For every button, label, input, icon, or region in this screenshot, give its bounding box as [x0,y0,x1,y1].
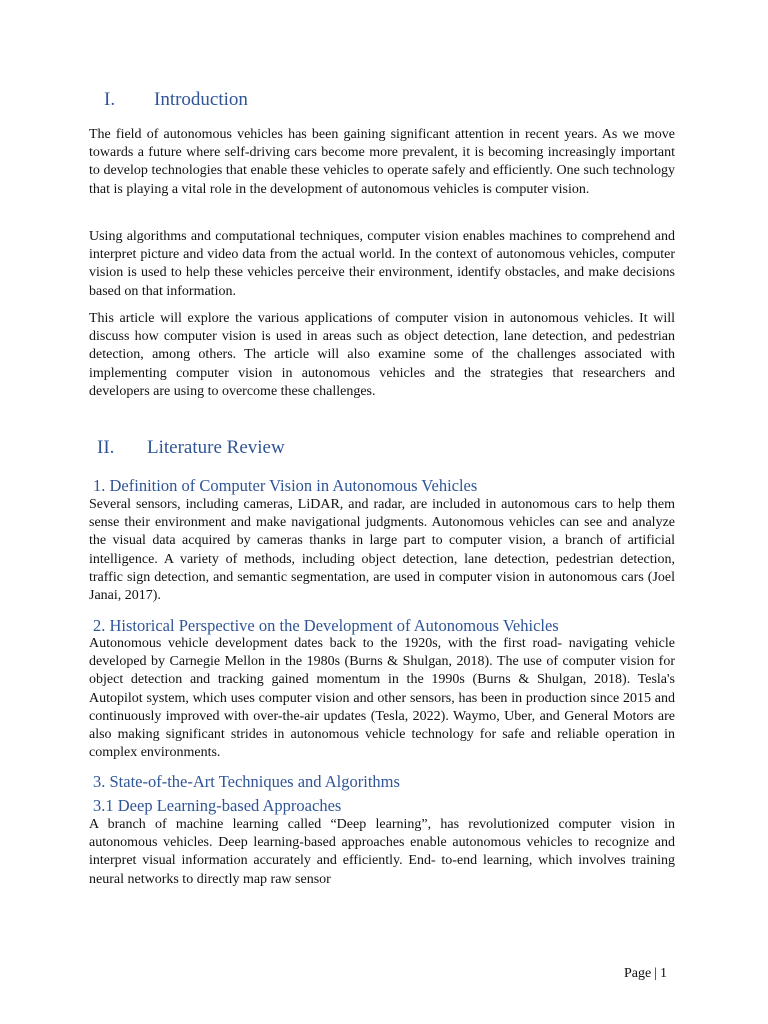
paragraph: Several sensors, including cameras, LiDAR, and radar, are included in autonomous cars to help them sense their environment and make navigational judgments. Autonomous vehicles can see and analyze the visual data acquired by cameras thanks in large part to computer vision, a branch of artificial intelligence. A variety of methods, including object detection, lane detection, pedestrian detection, traffic sign detection, and semantic segmentation, are used in computer vision in autonomous cars (Joel Janai, 2017). [89,497,675,604]
paragraph: The field of autonomous vehicles has been gaining significant attention in recent years. As we move towards a future where self-driving cars become more prevalent, it is becoming increasingly important to develop technologies that enable these vehicles to operate safely and efficiently. One such technology that is playing a vital role in the development of autonomous vehicles is computer vision. [89,127,675,197]
section-heading-literature-review [97,437,285,459]
paragraph: Autonomous vehicle development dates back to the 1920s, with the first road- navigating vehicle developed by Carnegie Mellon in the 1980s (Burns & Shulgan, 2018). The use of computer vision for object detection and tracking gained momentum in the 1990s (Burns & Shulgan, 2018). Tesla's Autopilot system, which uses computer vision and other sensors, has been in production since 2015 and continuously improved with over-the-air updates (Tesla, 2022). Waymo, Uber, and General Motors are also making significant strides in autonomous vehicle technology for safe and reliable operation in complex environments. [89,636,675,761]
section-title: Literature Review [147,437,285,458]
subsection-heading: 1. Definition of Computer Vision in Autonomous Vehicles [93,476,478,495]
section-number: II. [97,437,115,458]
section-heading-introduction [104,89,248,111]
paragraph: Using algorithms and computational techniques, computer vision enables machines to comprehend and interpret picture and video data from the actual world. In the context of autonomous vehicles, computer vision is used to help these vehicles perceive their environment, identify obstacles, and make decisions based on that information. [89,229,675,299]
page-footer [624,966,667,982]
subsection-heading: 2. Historical Perspective on the Development of Autonomous Vehicles [93,616,559,635]
section-number: I. [104,89,116,110]
paragraph: A branch of machine learning called “Deep learning”, has revolutionized computer vision in autonomous vehicles. Deep learning-based approaches enable autonomous vehicles to recognize and interpret visual information accurately and efficiently. End- to-end learning, which involves training neural networks to directly map raw sensor [89,817,675,887]
paragraph: This article will explore the various applications of computer vision in autonomous vehicles. It will discuss how computer vision is used in areas such as object detection, lane detection, and pedestrian detection, among others. The article will also examine some of the challenges associated with implementing computer vision in autonomous vehicles and the strategies that researchers and developers are using to overcome these challenges. [89,311,675,399]
footer-separator: | [654,966,657,981]
subsection-heading: 3.1 Deep Learning-based Approaches [93,796,342,815]
section-title: Introduction [154,89,248,110]
page-number: 1 [660,966,667,981]
subsection-heading: 3. State-of-the-Art Techniques and Algorithms [93,772,400,791]
page-label: Page [623,966,652,981]
